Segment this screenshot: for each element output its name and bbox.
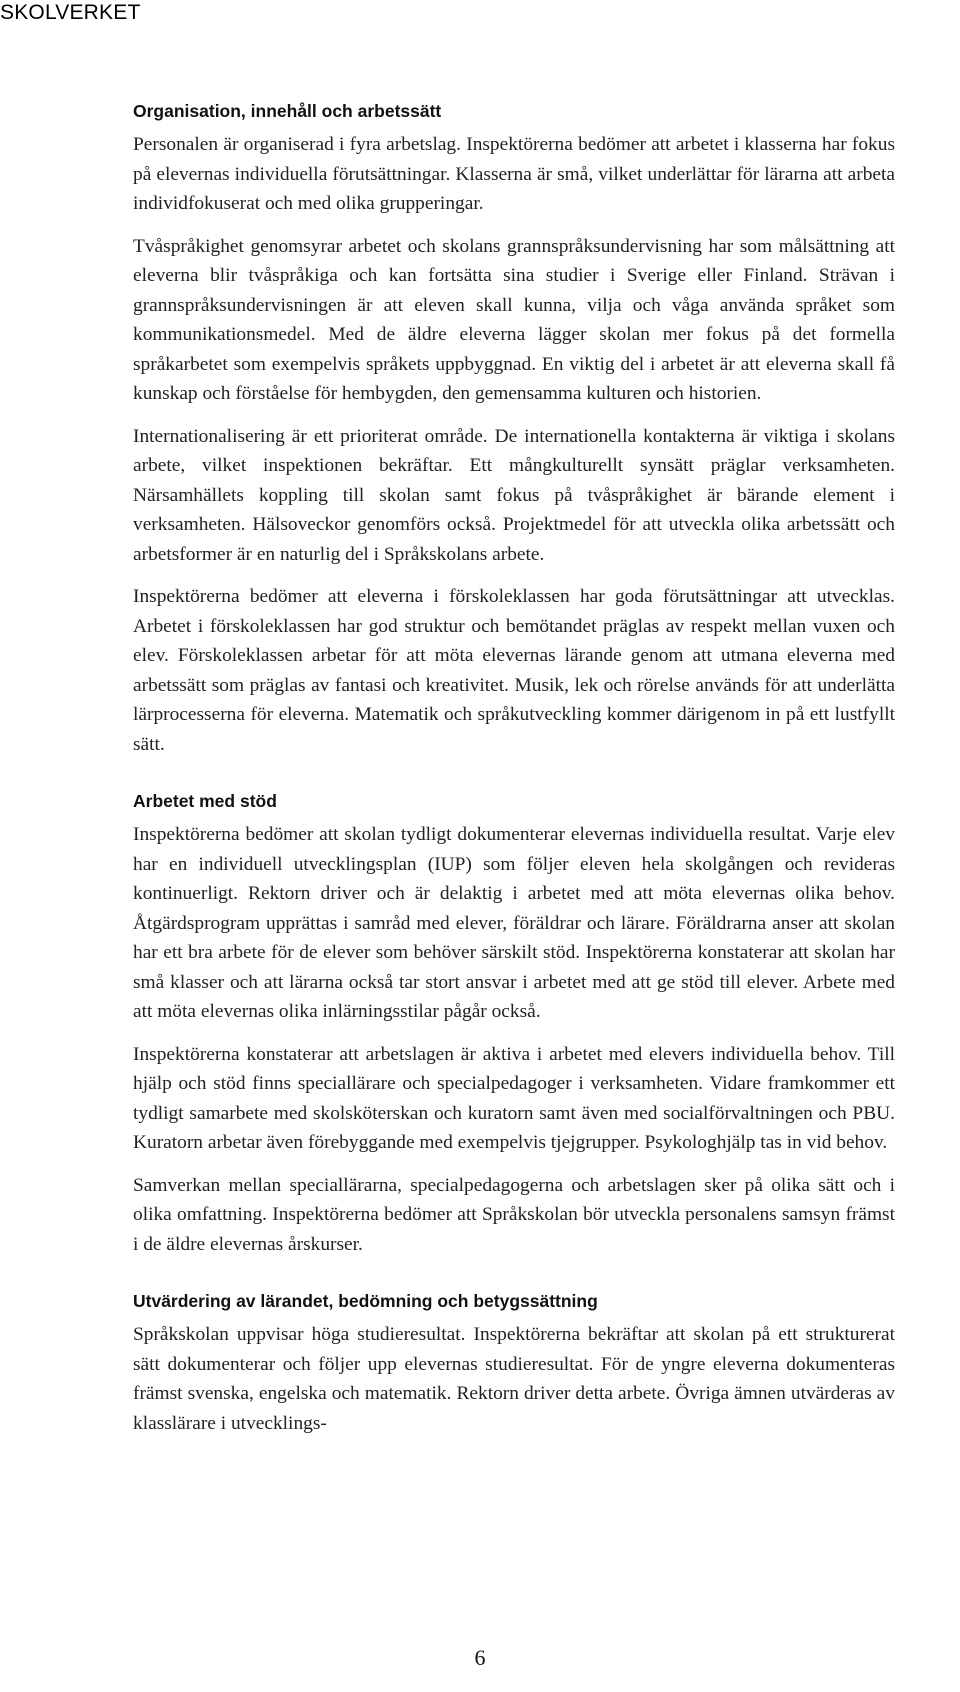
section-organisation (133, 100, 895, 759)
page-number: 6 (474, 1645, 486, 1670)
running-header: SKOLVERKET (0, 1, 141, 24)
section-heading: Organisation, innehåll och arbetssätt (133, 101, 442, 121)
document-body (133, 100, 895, 1451)
paragraph: Inspektörerna bedömer att skolan tydligt dokumenterar elevernas individuella resultat. Varje elev har en individuell utvecklingsplan (IUP) som följer eleven hela skolgången och revideras kontinuerligt. Rektorn driver och är delaktig i arbetet med att möta elevernas olika behov. Åtgärdsprogram upprättas i samråd med elever, föräldrar och lärare. Föräldrarna anser att skolan har ett bra arbete för de elever som behöver särskilt stöd. Inspektörerna konstaterar att skolan har små klasser och att lärarna också tar stort ansvar i arbetet med att ge stöd till elever. Arbete med att möta elevernas olika inlärningsstilar pågår också. (133, 824, 895, 1022)
section-utvardering (133, 1290, 895, 1438)
paragraph: Tvåspråkighet genomsyrar arbetet och skolans grannspråksundervisning har som målsättning att eleverna blir tvåspråkiga och kan fortsätta sina studier i Sverige eller Finland. Strävan i grannspråksundervisningen är att eleven skall kunna, vilja och våga använda språket som kommunikationsmedel. Med de äldre eleverna lägger skolan mer fokus på det formella språkarbetet som exempelvis språkets uppbyggnad. En viktig del i arbetet är att eleverna skall få kunskap och förståelse för hembygden, den gemensamma kulturen och historien. (133, 235, 895, 404)
section-heading: Utvärdering av lärandet, bedömning och betygssättning (133, 1291, 598, 1311)
paragraph: Inspektörerna konstaterar att arbetslagen är aktiva i arbetet med elevers individuella behov. Till hjälp och stöd finns speciallärare och specialpedagoger i verksamheten. Vidare framkommer ett tydligt samarbete med skolsköterskan och kuratorn samt även med socialförvaltningen och PBU. Kuratorn arbetar även förebyggande med exempelvis tjejgrupper. Psykologhjälp tas in vid behov. (133, 1043, 895, 1153)
section-heading: Arbetet med stöd (133, 791, 277, 811)
paragraph: Internationalisering är ett prioriterat område. De internationella kontakterna är viktiga i skolans arbete, vilket inspektionen bekräftar. Ett mångkulturellt synsätt präglar verksamheten. Närsamhällets koppling till skolan samt fokus på tvåspråkighet är bärande element i verksamheten. Hälsoveckor genomförs också. Projektmedel för att utveckla olika arbetssätt och arbetsformer är en naturlig del i Språkskolans arbete. (133, 425, 895, 565)
section-stod (133, 790, 895, 1259)
paragraph: Språkskolan uppvisar höga studieresultat. Inspektörerna bekräftar att skolan på ett strukturerat sätt dokumenterar och följer upp elevernas studieresultat. För de yngre eleverna dokumenteras främst svenska, engelska och matematik. Rektorn driver detta arbete. Övriga ämnen utvärderas av klasslärare i utvecklings- (133, 1324, 895, 1434)
paragraph: Samverkan mellan speciallärarna, specialpedagogerna och arbetslagen sker på olika sätt och i olika omfattning. Inspektörerna bedömer att Språkskolan bör utveckla personalens samsyn främst i de äldre elevernas årskurser. (133, 1174, 895, 1255)
paragraph: Inspektörerna bedömer att eleverna i förskoleklassen har goda förutsättningar att utvecklas. Arbetet i förskoleklassen har god struktur och bemötandet präglas av respekt mellan vuxen och elev. Förskoleklassen arbetar för att möta elevernas lärande genom att utmana eleverna med arbetssätt som präglas av fantasi och kreativitet. Musik, lek och rörelse används för att underlätta lärprocesserna för eleverna. Matematik och språkutveckling kommer därigenom in på ett lustfyllt sätt. (133, 586, 895, 755)
paragraph: Personalen är organiserad i fyra arbetslag. Inspektörerna bedömer att arbetet i klasserna har fokus på elevernas individuella förutsättningar. Klasserna är små, vilket underlättar för lärarna att arbeta individfokuserat och med olika grupperingar. (133, 134, 895, 214)
